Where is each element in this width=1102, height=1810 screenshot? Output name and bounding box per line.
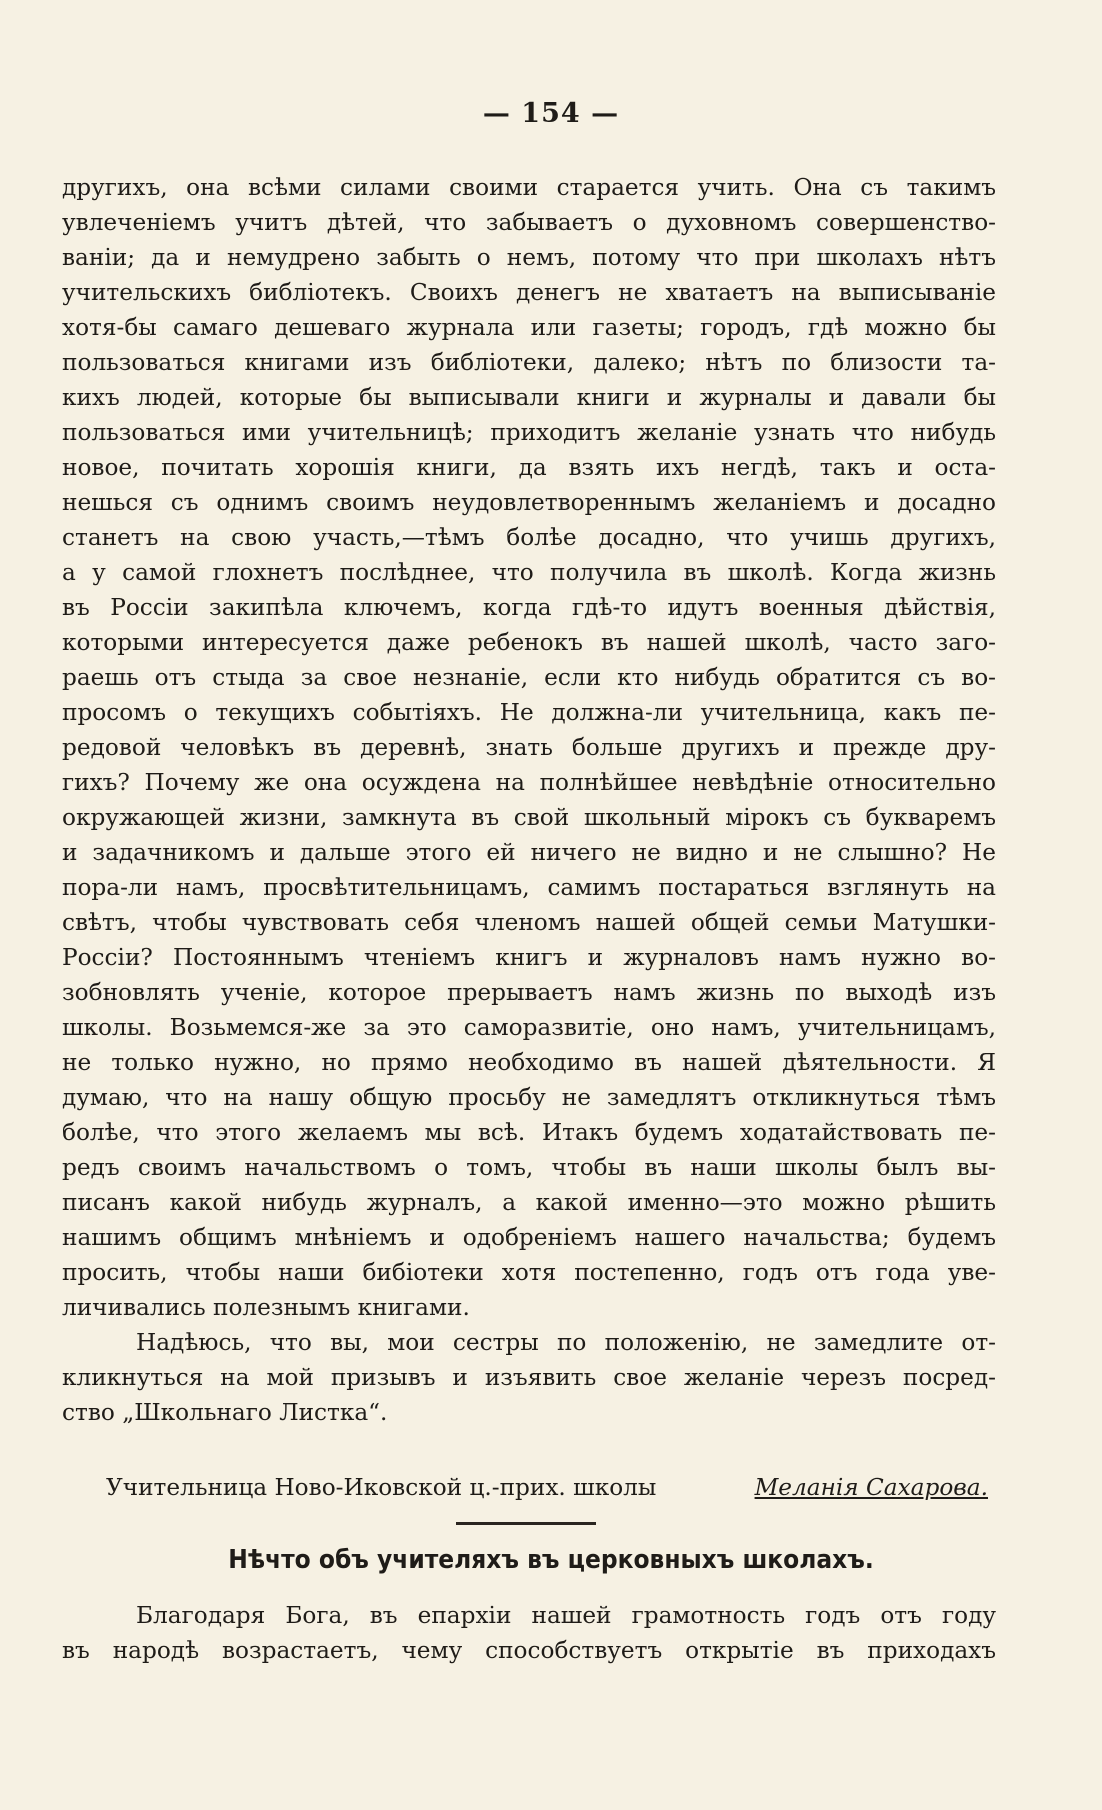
text-line: ваніи; да и немудрено забыть о немъ, потому что при школахъ нѣтъ (62, 244, 996, 271)
text-line: другихъ, она всѣми силами своими старается учить. Она съ такимъ (62, 174, 996, 201)
text-line: новое, почитать хорошія книги, да взять ихъ негдѣ, такъ и оста- (62, 454, 996, 481)
text-line: окружающей жизни, замкнута въ свой школьный мірокъ съ букваремъ (62, 804, 996, 831)
paragraph-3 (62, 1598, 996, 1668)
text-line: въ народѣ возрастаетъ, чему способствуетъ открытіе въ приходахъ (62, 1637, 996, 1664)
text-line: нашимъ общимъ мнѣніемъ и одобреніемъ нашего начальства; будемъ (62, 1224, 996, 1251)
text-line: редъ своимъ начальствомъ о томъ, чтобы въ наши школы былъ вы- (62, 1154, 996, 1181)
section-heading: Нѣчто объ учителяхъ въ церковныхъ школахъ. (228, 1545, 874, 1575)
paragraph-2 (62, 1325, 996, 1430)
signature-line (62, 1470, 996, 1506)
text-line: которыми интересуется даже ребенокъ въ нашей школѣ, часто заго- (62, 629, 996, 656)
text-line: зобновлять ученіе, которое прерываетъ намъ жизнь по выходѣ изъ (62, 979, 996, 1006)
text-line: хотя-бы самаго дешеваго журнала или газеты; городъ, гдѣ можно бы (62, 314, 996, 341)
text-line: болѣе, что этого желаемъ мы всѣ. Итакъ будемъ ходатайствовать пе- (62, 1119, 996, 1146)
text-line: кихъ людей, которые бы выписывали книги и журналы и давали бы (62, 384, 996, 411)
text-line: въ Россіи закипѣла ключемъ, когда гдѣ-то идутъ военныя дѣйствія, (62, 594, 996, 621)
text-line: пользоваться книгами изъ библіотеки, далеко; нѣтъ по близости та- (62, 349, 996, 376)
text-line: Благодаря Бога, въ епархіи нашей грамотность годъ отъ году (136, 1602, 996, 1629)
text-line: свѣтъ, чтобы чувствовать себя членомъ нашей общей семьи Матушки- (62, 909, 996, 936)
text-line: ство „Школьнаго Листка“. (62, 1399, 388, 1426)
text-line: не только нужно, но прямо необходимо въ нашей дѣятельности. Я (62, 1049, 996, 1076)
signature-prefix: Учительница Ново-Иковской ц.-прих. школы (106, 1474, 657, 1501)
text-line: гихъ? Почему же она осуждена на полнѣйшее невѣдѣніе относительно (62, 769, 996, 796)
text-line: Россіи? Постояннымъ чтеніемъ книгъ и журналовъ намъ нужно во- (62, 944, 996, 971)
signature-name: Меланія Сахарова. (754, 1474, 988, 1501)
text-line: кликнуться на мой призывъ и изъявить свое желаніе черезъ посред- (62, 1364, 996, 1391)
text-line: думаю, что на нашу общую просьбу не замедлятъ откликнуться тѣмъ (62, 1084, 996, 1111)
paragraph-1 (62, 170, 996, 1325)
text-line: просомъ о текущихъ событіяхъ. Не должна-ли учительница, какъ пе- (62, 699, 996, 726)
text-line: пора-ли намъ, просвѣтительницамъ, самимъ постараться взглянуть на (62, 874, 996, 901)
page-number: — 154 — (482, 98, 620, 129)
text-line: Надѣюсь, что вы, мои сестры по положенію, не замедлите от- (136, 1329, 996, 1356)
text-line: личивались полезнымъ книгами. (62, 1294, 470, 1321)
text-line: станетъ на свою участь,—тѣмъ болѣе досадно, что учишь другихъ, (62, 524, 996, 551)
text-line: школы. Возьмемся-же за это саморазвитіе, оно намъ, учительницамъ, (62, 1014, 996, 1041)
section-divider (456, 1522, 596, 1525)
text-line: и задачникомъ и дальше этого ей ничего не видно и не слышно? Не (62, 839, 996, 866)
text-line: учительскихъ библіотекъ. Своихъ денегъ не хватаетъ на выписываніе (62, 279, 996, 306)
text-line: писанъ какой нибудь журналъ, а какой именно—это можно рѣшить (62, 1189, 996, 1216)
text-line: раешь отъ стыда за свое незнаніе, если кто нибудь обратится съ во- (62, 664, 996, 691)
text-line: редовой человѣкъ въ деревнѣ, знать больше другихъ и прежде дру- (62, 734, 996, 761)
text-line: а у самой глохнетъ послѣднее, что получила въ школѣ. Когда жизнь (62, 559, 996, 586)
text-line: нешься съ однимъ своимъ неудовлетвореннымъ желаніемъ и досадно (62, 489, 996, 516)
text-line: просить, чтобы наши бибіотеки хотя постепенно, годъ отъ года уве- (62, 1259, 996, 1286)
text-line: увлеченіемъ учитъ дѣтей, что забываетъ о духовномъ совершенство- (62, 209, 996, 236)
text-line: пользоваться ими учительницѣ; приходитъ желаніе узнать что нибудь (62, 419, 996, 446)
